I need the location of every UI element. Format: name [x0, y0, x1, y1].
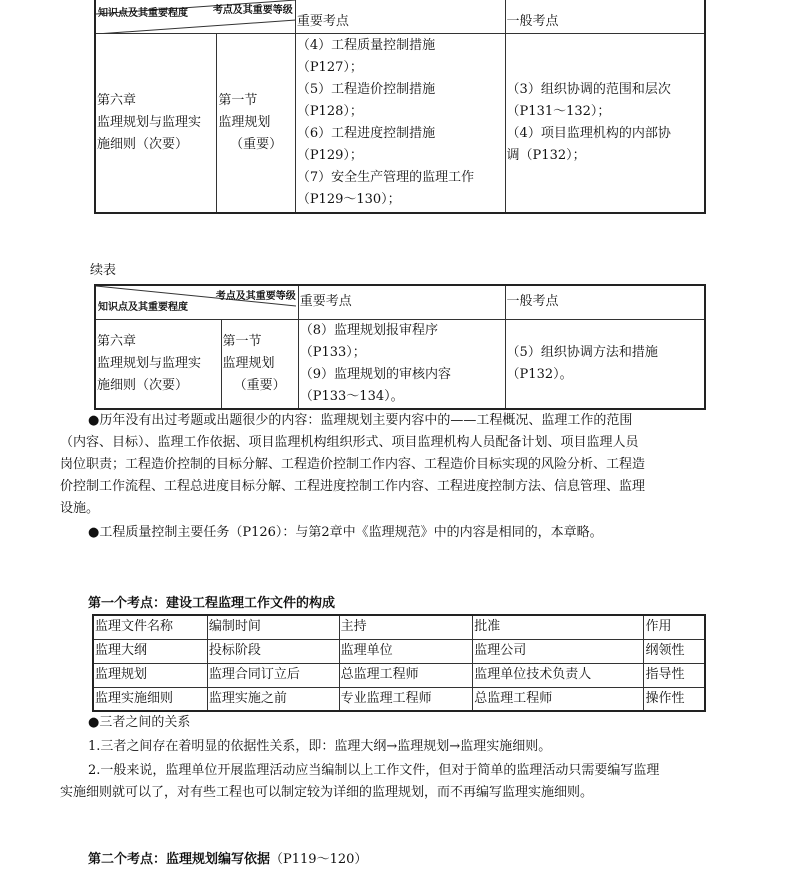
key-points-cell: （4）工程质量控制措施 （P127）； （5）工程造价控制措施 （P128）； （6）工程进度控制措施 （P129）； （7）安全生产管理的监理工作 （P129～130）； [295, 33, 505, 213]
table-cell: 监理合同订立后 [207, 663, 339, 687]
key-points-cell: （8）监理规划报审程序 （P133）； （9）监理规划的审核内容 （P133～134）。 [298, 319, 505, 409]
table-cell: 编制时间 [207, 615, 339, 639]
notes-paragraph-1: ●历年没有出过考题或出题很少的内容：监理规划主要内容中的——工程概况、监理工作的范围 （内容、目标）、监理工作依据、项目监理机构组织形式、项目监理机构人员配备计划、项目监理人员 岗位职责；工程造价控制的目标分解、工程造价控制工作内容、工程造价目标实现的风险分析、工程造 价控制工作流程、工程总进度目标分解、工程进度控制工作内容、工程进度控制方法、信息管理、监理 设施。 [60, 413, 646, 516]
table-cell: 纲领性 [644, 639, 705, 663]
table-cell: 专业监理工程师 [339, 687, 473, 711]
table-cell: 监理大纲 [93, 639, 207, 663]
diagonal-header-top: 考点及其重要等级 [212, 5, 293, 16]
table-cell: 监理单位 [339, 639, 473, 663]
notes-paragraph-2: ●工程质量控制主要任务（P126）：与第2章中《监理规范》中的内容是相同的，本章略。 [88, 525, 603, 540]
section-cell: 第一节 监理规划 （重要） [221, 319, 298, 409]
table-row [93, 663, 705, 687]
section1-heading: 第一个考点：建设工程监理工作文件的构成 [88, 596, 336, 611]
header-general-points: 一般考点 [505, 285, 705, 319]
diagonal-header-bottom: 知识点及其重要程度 [98, 301, 188, 313]
table-cell: 指导性 [644, 663, 705, 687]
table-chapter6-part1 [94, 0, 706, 214]
header-key-points: 重要考点 [295, 0, 505, 33]
table-cell: 批准 [473, 615, 644, 639]
table-row [93, 687, 705, 711]
chapter-cell: 第六章 监理规划与监理实 施细则（次要） [95, 319, 221, 409]
table-cell: 投标阶段 [207, 639, 339, 663]
table-cell: 监理规划 [93, 663, 207, 687]
table-cell: 监理实施细则 [93, 687, 207, 711]
general-points-cell: （3）组织协调的范围和层次 （P131～132）； （4）项目监理机构的内部协 调（P132）； [505, 33, 705, 213]
diagonal-header-bottom: 知识点及其重要程度 [98, 7, 188, 19]
table-cell: 主持 [339, 615, 473, 639]
table-cell: 作用 [644, 615, 705, 639]
table-cell: 监理单位技术负责人 [473, 663, 644, 687]
table-cell: 总监理工程师 [339, 663, 473, 687]
table-cell: 监理实施之前 [207, 687, 339, 711]
table-chapter6-part2 [94, 284, 706, 410]
section-cell: 第一节 监理规划 （重要） [217, 33, 295, 213]
diagonal-header-cell [95, 0, 295, 33]
continued-label: 续表 [90, 263, 117, 278]
relation-item-1: 1.三者之间存在着明显的依据性关系，即：监理大纲→监理规划→监理实施细则。 [88, 739, 552, 754]
documents-table [92, 614, 706, 712]
table-cell: 操作性 [644, 687, 705, 711]
header-general-points: 一般考点 [505, 0, 705, 33]
general-points-cell: （5）组织协调方法和措施 （P132）。 [505, 319, 705, 409]
table-cell: 总监理工程师 [473, 687, 644, 711]
header-key-points: 重要考点 [298, 285, 505, 319]
relation-item-2: 2.一般来说，监理单位开展监理活动应当编制以上工作文件，但对于简单的监理活动只需要编写监理 实施细则就可以了，对有些工程也可以制定较为详细的监理规划，而不再编写监理实施细则。 [60, 763, 660, 800]
diagonal-header-top: 考点及其重要等级 [215, 291, 296, 302]
table-cell: 监理文件名称 [93, 615, 207, 639]
section2-heading: 第二个考点：监理规划编写依据（P119～120） [88, 852, 368, 867]
relation-title: ●三者之间的关系 [88, 715, 191, 730]
diagonal-header-cell [95, 285, 298, 319]
table-row [93, 615, 705, 639]
chapter-cell: 第六章 监理规划与监理实 施细则（次要） [95, 33, 217, 213]
table-row [93, 639, 705, 663]
table-cell: 监理公司 [473, 639, 644, 663]
